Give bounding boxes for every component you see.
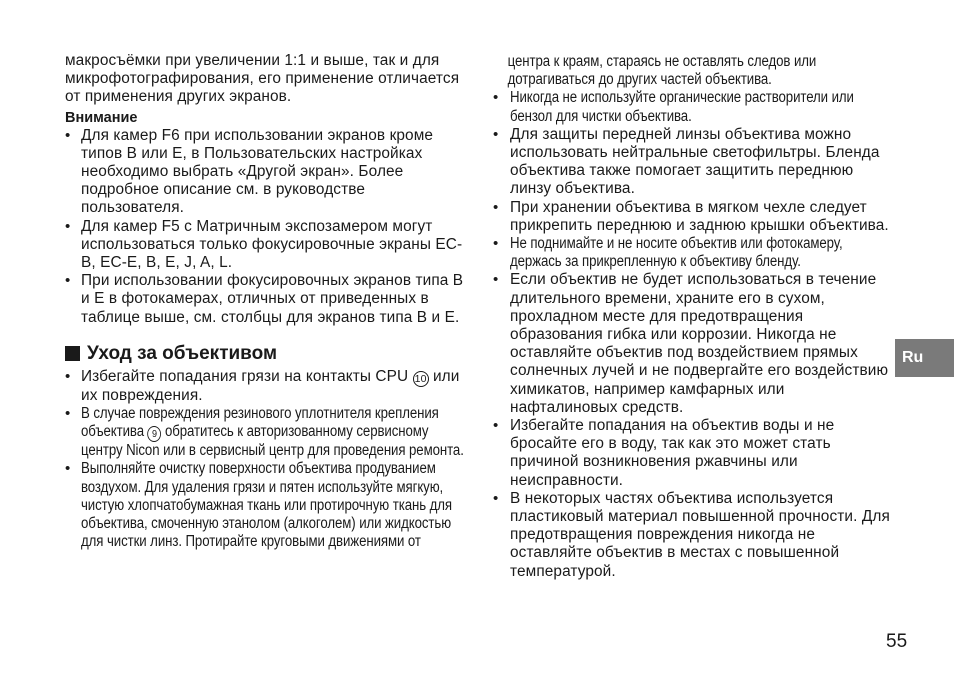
care-item-text: или их повреждения. bbox=[81, 367, 460, 404]
care-item bbox=[493, 89, 893, 125]
callout-number: 9 bbox=[148, 426, 162, 442]
notice-heading: Внимание bbox=[65, 109, 138, 126]
callout-number: 10 bbox=[413, 371, 429, 387]
square-bullet-icon bbox=[65, 346, 80, 361]
care-item-text: В случае повреждения резинового уплотнителя крепления объектива bbox=[81, 405, 439, 441]
right-column bbox=[493, 53, 893, 581]
care-list-continued bbox=[493, 89, 893, 580]
continuation-text: центра к краям, стараясь не оставлять следов или дотрагиваться до других частей объектива. bbox=[507, 53, 817, 89]
care-item: • Избегайте попадания на объектив воды и не бросайте его в воду, так как это может стать причиной возникновения ржавчины или неисправности. bbox=[493, 417, 893, 490]
notice-list bbox=[65, 127, 465, 327]
language-tab: Ru bbox=[895, 339, 954, 377]
left-column bbox=[65, 52, 465, 551]
notice-item: • При использовании фокусировочных экранов типа B и E в фотокамерах, отличных от приведенных в таблице выше, см. столбцы для экранов типа B и E. bbox=[65, 272, 465, 327]
care-item bbox=[65, 460, 465, 551]
intro-paragraph: макросъёмки при увеличении 1:1 и выше, так и для микрофотографирования, его применение отличается от применения других экранов. bbox=[65, 52, 460, 106]
section-heading bbox=[65, 343, 465, 365]
section-title: Уход за объективом bbox=[87, 342, 278, 364]
care-item bbox=[65, 405, 465, 460]
care-item-text: • Никогда не используйте органические растворители или бензол для чистки объектива. bbox=[510, 89, 854, 125]
care-item-text: • Не поднимайте и не носите объектив или фотокамеру, держась за прикрепленную к объективу бленду. bbox=[510, 235, 843, 271]
care-item: • В некоторых частях объектива используется пластиковый материал повышенной прочности. Для предотвращения повреждения никогда не оставляйте объектив в местах с повышенной температурой. bbox=[493, 490, 893, 581]
notice-item: • Для камер F5 с Матричным экспозамером могут использоваться только фокусировочные экраны EC-B, EC-E, B, E, J, A, L. bbox=[65, 218, 465, 273]
care-item-text: • Выполняйте очистку поверхности объектива продуванием воздухом. Для удаления грязи и пятен используйте мягкую, чистую хлопчатобумажная ткань или протирочную ткань для объектива, смоченную этанолом (алкоголем) или жидкостью для чистки линз. Протирайте круговыми движениями от bbox=[81, 460, 452, 551]
notice-item: • Для камер F6 при использовании экранов кроме типов B или E, в Пользовательских настройках необходимо выбрать «Другой экран». Более подробное описание см. в руководстве пользователя. bbox=[65, 127, 465, 218]
care-item-text: обратитесь к авторизованному сервисному центру Nicon или в сервисный центр для проведения ремонта. bbox=[81, 423, 464, 460]
care-item: • Если объектив не будет использоваться в течение длительного времени, храните его в сухом, прохладном месте для предотвращения образования гибка или коррозии. Никогда не оставляйте объектив под воздействием прямых солнечных лучей и не подвергайте его воздействию химикатов, например камфарных или нафталиновых средств. bbox=[493, 271, 893, 417]
care-item: • Для защиты передней линзы объектива можно использовать нейтральные светофильтры. Бленда объектива также помогает защитить переднюю линзу объектива. bbox=[493, 126, 893, 199]
care-item bbox=[493, 235, 893, 271]
page-number: 55 bbox=[886, 631, 908, 652]
care-list bbox=[65, 368, 465, 552]
care-item: • При хранении объектива в мягком чехле следует прикрепить переднюю и заднюю крышки объектива. bbox=[493, 199, 893, 235]
care-item-text: Избегайте попадания грязи на контакты CPU bbox=[81, 367, 413, 385]
care-item bbox=[65, 368, 465, 405]
